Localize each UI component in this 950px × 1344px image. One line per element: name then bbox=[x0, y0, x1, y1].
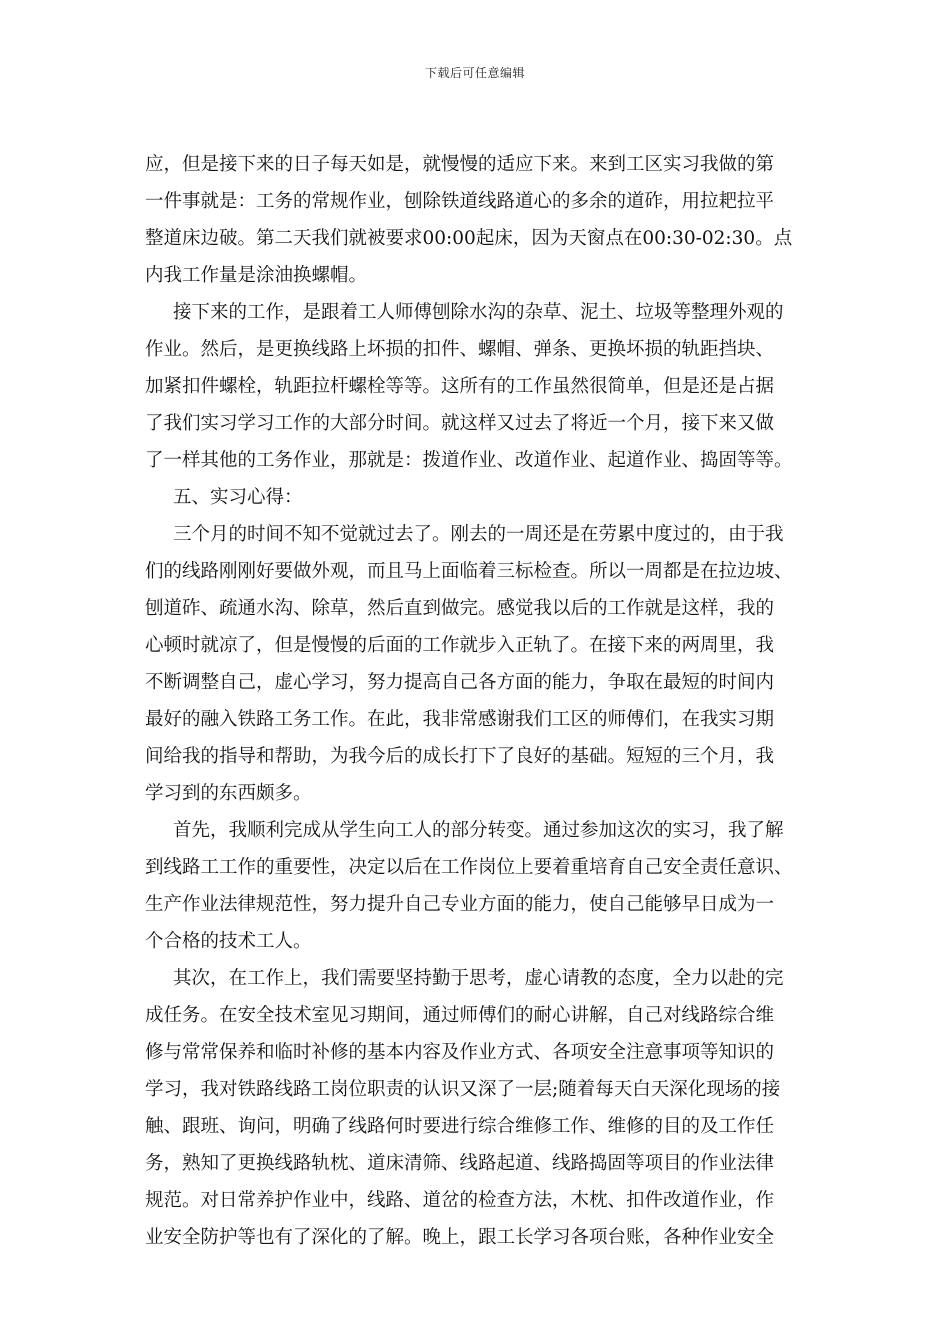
text-line: 心顿时就凉了，但是慢慢的后面的工作就步入正轨了。在接下来的两周里，我 bbox=[145, 635, 775, 656]
text-line: 其次，在工作上，我们需要坚持勤于思考，虚心请教的态度，全力以赴的完 bbox=[173, 968, 784, 989]
text-line: 修与常常保养和临时补修的基本内容及作业方式、各项安全注意事项等知识的 bbox=[145, 1042, 775, 1063]
text-line: 接下来的工作，是跟着工人师傅刨除水沟的杂草、泥土、垃圾等整理外观的 bbox=[173, 302, 784, 323]
text-line: 务，熟知了更换线路轨枕、道床清筛、线路起道、线路捣固等项目的作业法律 bbox=[145, 1153, 775, 1174]
page-header-note: 下载后可任意编辑 bbox=[424, 66, 525, 80]
text-line: 生产作业法律规范性，努力提升自己专业方面的能力，使自己能够早日成为一 bbox=[145, 894, 775, 915]
text-line: 应，但是接下来的日子每天如是，就慢慢的适应下来。来到工区实习我做的第 bbox=[145, 154, 775, 175]
text-line: 到线路工工作的重要性，决定以后在工作岗位上要着重培育自己安全责任意识、 bbox=[145, 857, 793, 878]
text-line: 间给我的指导和帮助，为我今后的成长打下了良好的基础。短短的三个月，我 bbox=[145, 746, 775, 767]
text-line: 触、跟班、询问，明确了线路何时要进行综合维修工作、维修的目的及工作任 bbox=[145, 1116, 775, 1137]
text-line: 了我们实习学习工作的大部分时间。就这样又过去了将近一个月，接下来又做 bbox=[145, 413, 775, 434]
text-line: 一件事就是：工务的常规作业，刨除铁道线路道心的多余的道砟，用拉耙拉平 bbox=[145, 191, 775, 212]
text-line: 作业。然后，是更换线路上坏损的扣件、螺帽、弹条、更换坏损的轨距挡块、 bbox=[145, 339, 775, 360]
text-line: 加紧扣件螺栓，轨距拉杆螺栓等等。这所有的工作虽然很简单，但是还是占据 bbox=[145, 376, 775, 397]
text-line: 个合格的技术工人。 bbox=[145, 931, 312, 952]
text-line: 五、实习心得： bbox=[173, 487, 303, 508]
text-line: 学习，我对铁路线路工岗位职责的认识又深了一层;随着每天白天深化现场的接 bbox=[145, 1079, 781, 1100]
text-line: 们的线路刚刚好要做外观，而且马上面临着三标检查。所以一周都是在拉边坡、 bbox=[145, 561, 793, 582]
text-line: 最好的融入铁路工务工作。在此，我非常感谢我们工区的师傅们，在我实习期 bbox=[145, 709, 775, 730]
text-line: 学习到的东西颇多。 bbox=[145, 783, 312, 804]
text-line: 内我工作量是涂油换螺帽。 bbox=[145, 265, 368, 286]
text-line: 三个月的时间不知不觉就过去了。刚去的一周还是在劳累中度过的，由于我 bbox=[173, 524, 784, 545]
text-line: 首先，我顺利完成从学生向工人的部分转变。通过参加这次的实习，我了解 bbox=[173, 820, 784, 841]
text-line: 整道床边破。第二天我们就被要求00:00起床，因为天窗点在00:30-02:30。点 bbox=[145, 228, 793, 249]
document-body bbox=[145, 146, 808, 1256]
text-line: 不断调整自己，虚心学习，努力提高自己各方面的能力，争取在最短的时间内 bbox=[145, 672, 775, 693]
text-line: 规范。对日常养护作业中，线路、道岔的检查方法，木枕、扣件改道作业，作 bbox=[145, 1190, 775, 1211]
text-line: 刨道砟、疏通水沟、除草，然后直到做完。感觉我以后的工作就是这样，我的 bbox=[145, 598, 775, 619]
text-line: 成任务。在安全技术室见习期间，通过师傅们的耐心讲解，自己对线路综合维 bbox=[145, 1005, 775, 1026]
text-line: 业安全防护等也有了深化的了解。晚上，跟工长学习各项台账，各种作业安全 bbox=[145, 1227, 775, 1248]
text-line: 了一样其他的工务作业，那就是：拨道作业、改道作业、起道作业、捣固等等。 bbox=[145, 450, 793, 471]
